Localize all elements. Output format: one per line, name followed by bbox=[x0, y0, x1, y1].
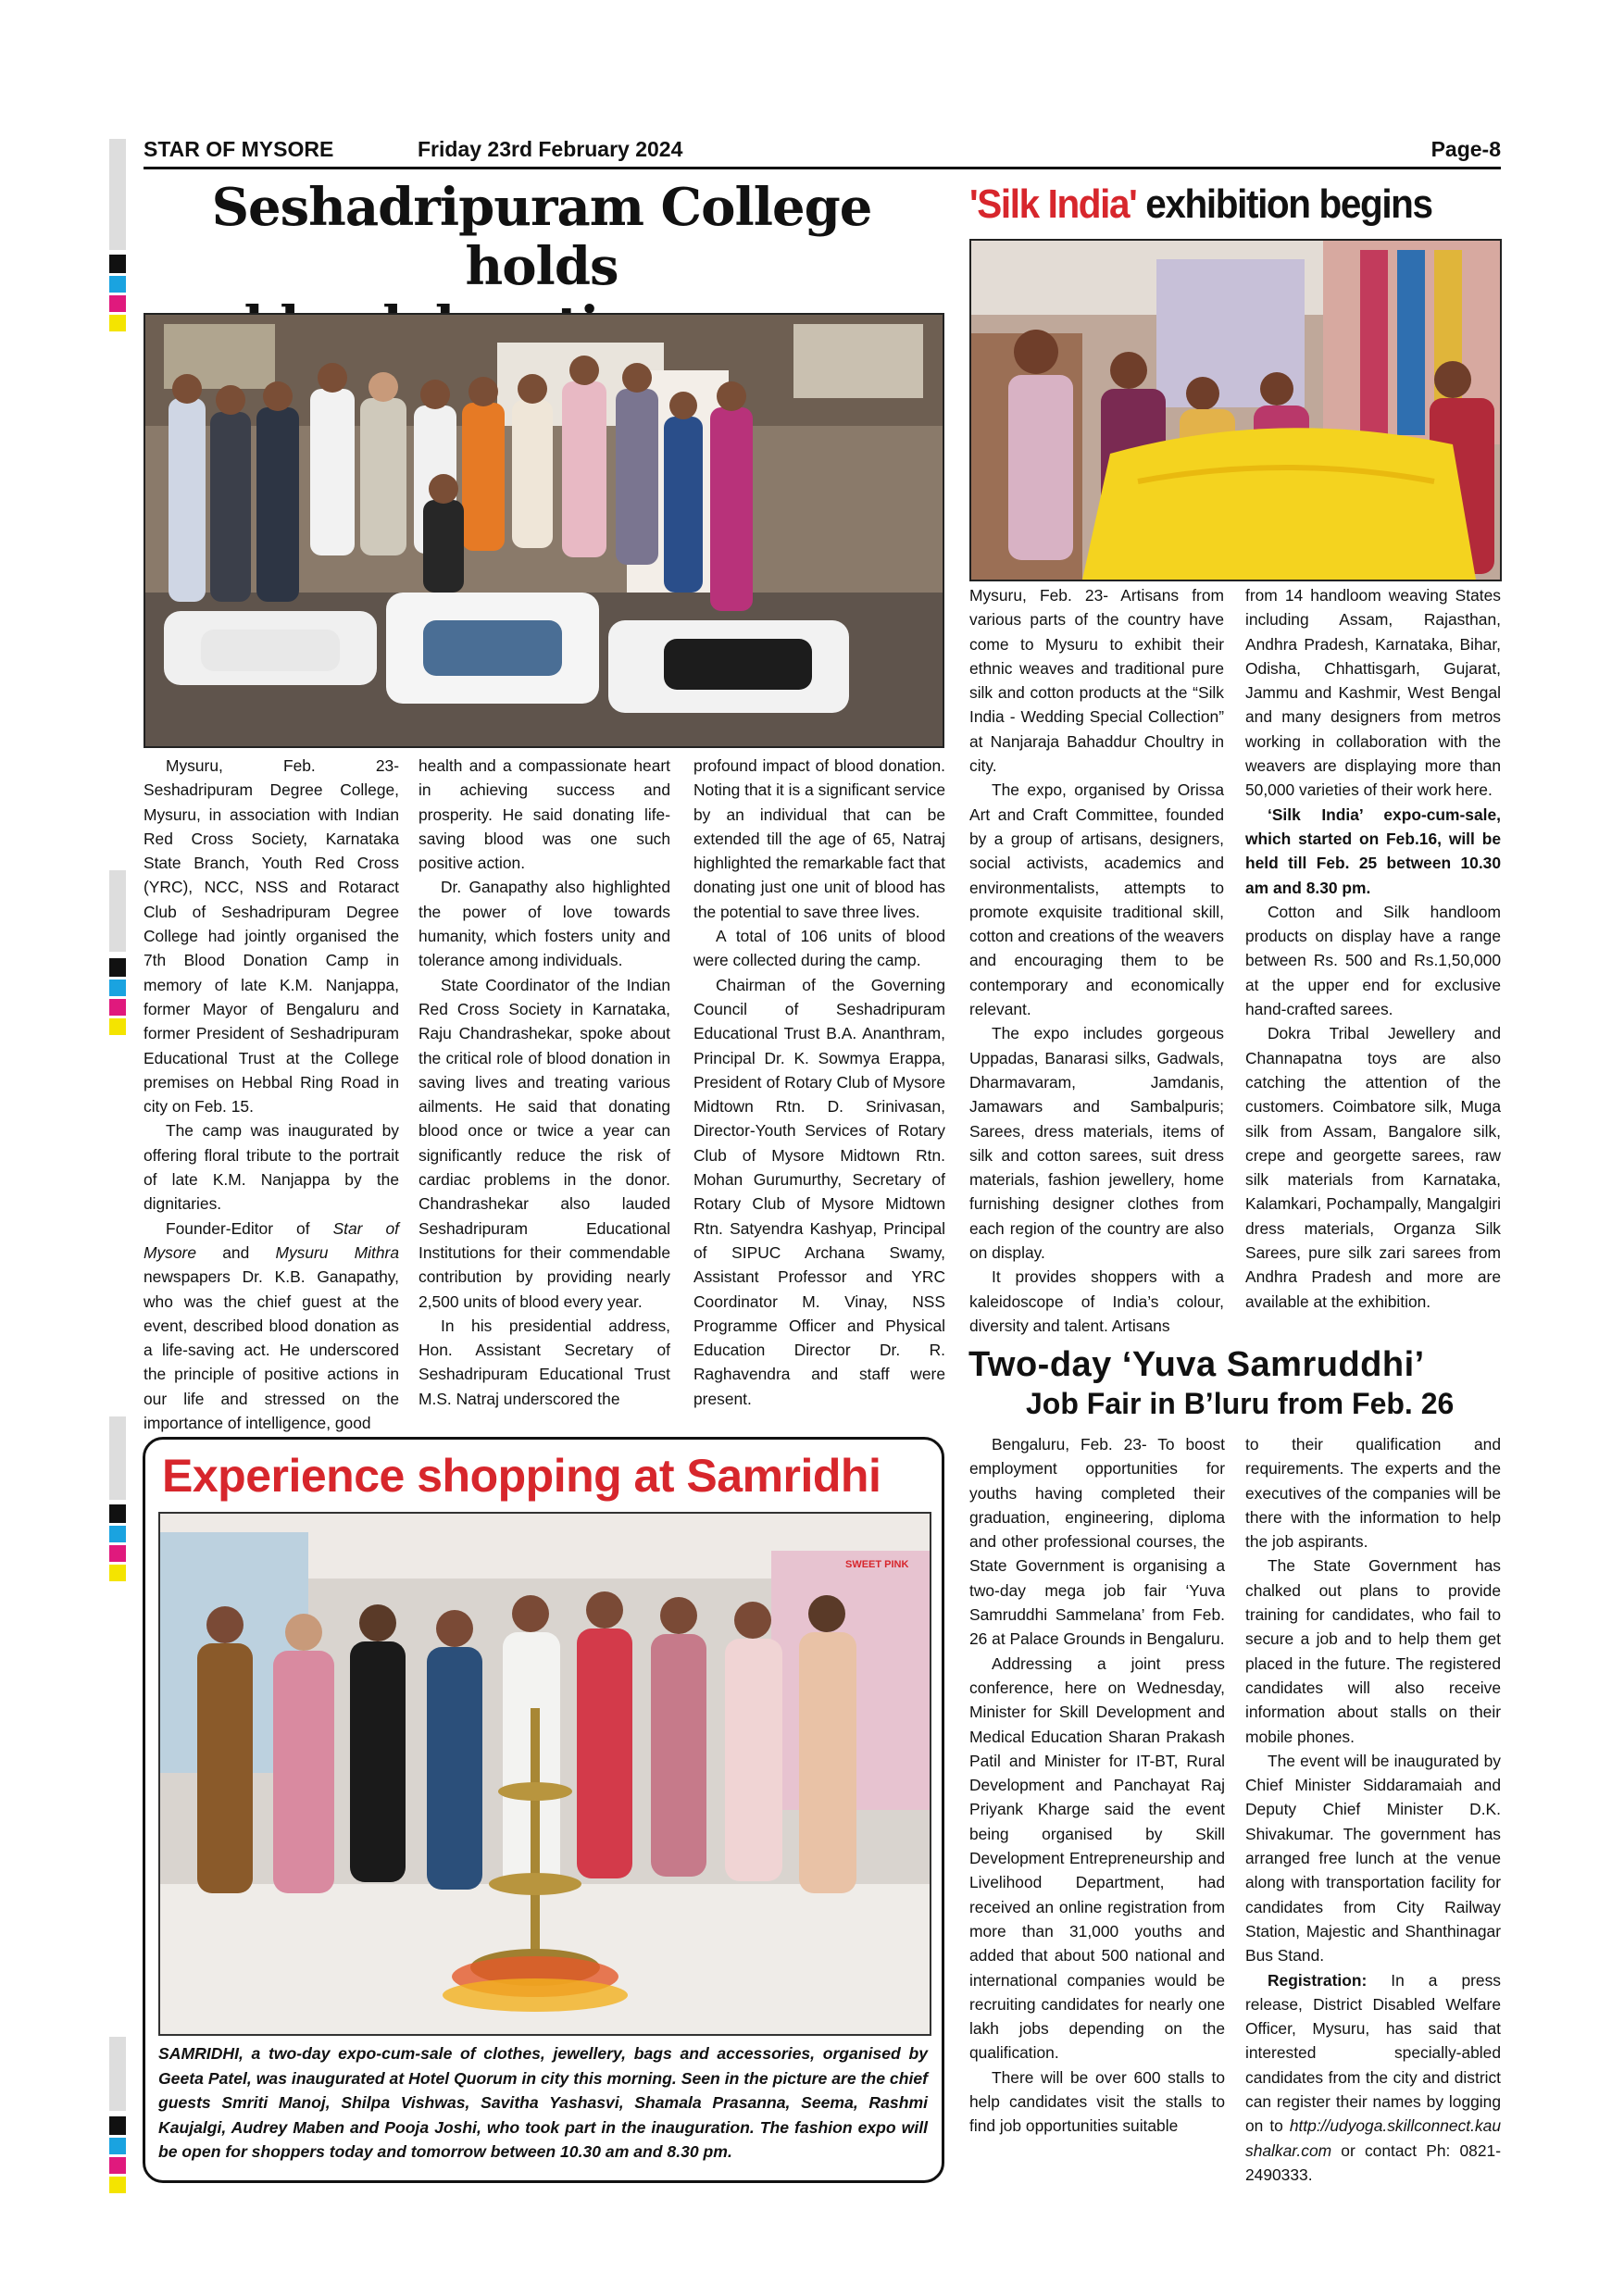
samridhi-ad-title: Experience shopping at Samridhi bbox=[162, 1450, 881, 1502]
article1-paragraph: Mysuru, Feb. 23- Seshadripuram Degree College, Mysuru, in association with Indian Red Cross Society, Karnataka State Branch, Youth Red Cross (YRC), NCC, NSS and Rotaract Club of Seshadripuram Degree College had jointly organised the 7th Blood Donation Camp in memory of late K.M. Nanjappa, former Mayor of Bengaluru and former President of Seshadripuram Educational Trust at the College premises on Hebbal Ring Road in city on Feb. 15. bbox=[144, 756, 399, 1117]
samridhi-ad-caption: SAMRIDHI, a two-day expo-cum-sale of clothes, jewellery, bags and accessories, organised by Geeta Patel, was inaugurated at Hotel Quorum in city this morning. Seen in the picture are the chief guests Smriti Manoj, Shilpa Vishwas, Savitha Yashasvi, Shamala Prasanna, Seema, Rashmi Kaujalgi, Audrey Maben and Pooja Joshi, who took part in the inauguration. The fashion expo will be open for shoppers today and tomorrow between 10.30 am and 8.30 pm. bbox=[158, 2044, 928, 2161]
article2-paragraph: from 14 handloom weaving States including Assam, Rajasthan, Andhra Pradesh, Karnataka, Bihar, Odisha, Chhattisgarh, Gujarat, Jammu and Kashmir, West Bengal and many designers from metros working in collaboration with the weavers are displaying more than 50,000 varieties of their work here. bbox=[1245, 586, 1501, 800]
article3-registration-paragraph: Registration: In a press release, District Disabled Welfare Officer, Mysuru, has said that interested specially-abled candidates from the city and district can register their names by logging on to http://udyoga.skillconnect.kaushalkar.com or contact Ph: 0821- 2490333. bbox=[1245, 1970, 1501, 2184]
article3-paragraph: Bengaluru, Feb. 23- To boost employment opportunities for youths having completed their graduation, engineering, diploma and other professional courses, the State Government is organising a two-day mega job fair ‘Yuva Samruddhi Sammelana’ from Feb. 26 at Palace Grounds in Bengaluru. bbox=[969, 1435, 1225, 1649]
article2-headline-black: exhibition begins bbox=[1136, 181, 1432, 227]
article2-headline-red: 'Silk India' bbox=[969, 181, 1137, 227]
stall-sign-text: SWEET PINK bbox=[845, 1559, 909, 1570]
article2-highlight-paragraph: ‘Silk India’ expo-cum-sale, which started on Feb.16, will be held till Feb. 25 between 10.30 am and 8.30 pm. bbox=[1245, 805, 1501, 897]
article3-paragraph: to their qualification and requirements. The experts and the executives of the companies will be there with the information to help the job aspirants. bbox=[1245, 1435, 1501, 1552]
article3-headline bbox=[968, 1344, 1505, 1422]
article2-paragraph: Mysuru, Feb. 23- Artisans from various parts of the country have come to Mysuru to exhibit their ethnic weaves and traditional pure silk and cotton products at the “Silk India - Wedding Special Collection” at Nanjaraja Bahaddur Choultry in city. bbox=[969, 586, 1224, 776]
article3-paragraph: The State Government has chalked out plans to provide training for candidates, who fail to secure a job and to help them get placed in the future. The registered candidates will also receive information about stalls on their mobile phones. bbox=[1245, 1556, 1501, 1746]
article2-column2 bbox=[1245, 583, 1501, 1314]
newspaper-name: STAR OF MYSORE bbox=[144, 137, 334, 161]
samridhi-ad-photo-illustration bbox=[160, 1514, 930, 2034]
article1-paragraph: State Coordinator of the Indian Red Cross Society in Karnataka, Raju Chandrashekar, spoke about the critical role of blood donation in saving lives and treating various ailments. He said that donating blood once or twice a year can significantly reduce the risk of cardiac problems in the donor. Chandrashekar also lauded Seshadripuram Educational Institutions for their commendable contribution by providing nearly 2,500 units of blood every year. bbox=[418, 975, 670, 1311]
article3-headline-line2: Job Fair in B’luru bbox=[1026, 1387, 1270, 1420]
article2-headline bbox=[969, 181, 1464, 228]
article2-paragraph: The expo includes gorgeous Uppadas, Banarasi silks, Gadwals, Dharmavaram, Jamdanis, Jamawars and Sambalpuris; Sarees, dress materials, items of silk and cotton sarees, suit dress materials, fashion jewellery, home furnishing designer clothes from each region of the country are also on display. bbox=[969, 1024, 1224, 1263]
article1-column3 bbox=[693, 754, 945, 1411]
article1-paragraph: A total of 106 units of blood were collected during the camp. bbox=[693, 927, 945, 970]
article1-column2 bbox=[418, 754, 670, 1411]
article1-paragraph: Dr. Ganapathy also highlighted the power of love towards humanity, which fosters unity and tolerance among individuals. bbox=[418, 878, 670, 970]
article1-paragraph: Chairman of the Governing Council of Seshadripuram Educational Trust B.A. Ananthram, Principal Dr. K. Sowmya Erappa, President of Rotary Club of Mysore Midtown Rtn. D. Srinivasan, Director-Youth Services of Rotary Club of Mysore Midtown Rtn. Mohan Gurumurthy, Secretary of Rotary Club of Mysore Midtown Rtn. Satyendra Kashyap, Principal of SIPUC Archana Swamy, Assistant Professor and YRC Coordinator M. Vinay, NSS Programme Officer and Physical Education Director Dr. R. Raghavendra and staff were present. bbox=[693, 975, 945, 1408]
article1-column1 bbox=[144, 754, 399, 1435]
article1-headline-line1: Seshadripuram College holds bbox=[211, 177, 872, 297]
blood-donation-photo bbox=[144, 313, 944, 748]
issue-date: Friday 23rd February 2024 bbox=[418, 137, 683, 161]
blood-donation-photo-illustration bbox=[145, 315, 943, 746]
article3-paragraph: The event will be inaugurated by Chief Minister Siddaramaiah and Deputy Chief Minister D.K. Shivakumar. The government has arranged free lunch at the venue along with transportation facility for candidates from City Railway Station, Majestic and Shanthinagar Bus Stand. bbox=[1245, 1751, 1501, 1965]
article1-paragraph: The camp was inaugurated by offering floral tribute to the portrait of late K.M. Nanjappa by the dignitaries. bbox=[144, 1121, 399, 1214]
page-header bbox=[144, 137, 1501, 169]
article2-paragraph: It provides shoppers with a kaleidoscope of India’s colour, diversity and talent. Artisans bbox=[969, 1267, 1224, 1335]
article2-column1 bbox=[969, 583, 1224, 1338]
article2-paragraph: Cotton and Silk handloom products on display have a range between Rs. 500 and Rs.1,50,000 at the upper end for exclusive hand-crafted sarees. bbox=[1245, 902, 1501, 1019]
page-number: Page-8 bbox=[1430, 137, 1501, 161]
article1-paragraph: health and a compassionate heart in achieving success and prosperity. He said donating life-saving blood was one such positive action. bbox=[418, 756, 670, 873]
article3-column2 bbox=[1245, 1432, 1501, 2187]
samridhi-ad-photo bbox=[158, 1512, 931, 2036]
article3-headline-line2-date: from Feb. 26 bbox=[1269, 1387, 1455, 1420]
article3-paragraph: Addressing a joint press conference, here on Wednesday, Minister for Skill Development and Medical Education Sharan Prakash Patil and Minister for IT-BT, Rural Development and Panchayat Raj Priyank Kharge said the event being organised by Skill Development Entrepreneurship and Livelihood Department, had received an online registration from more than 31,000 youths and added that about 500 national and international companies would be recruiting candidates for nearly one lakh jobs depending on the qualification. bbox=[969, 1653, 1225, 2063]
samridhi-ad-box bbox=[143, 1437, 944, 2183]
registration-link: http://udyoga.skillconnect.kaushalkar.com bbox=[1245, 2116, 1501, 2160]
article1-paragraph: profound impact of blood donation. Noting that it is a significant service by an individual that can be extended till the age of 65, Natraj highlighted the remarkable fact that donating just one unit of blood has the potential to save three lives. bbox=[693, 756, 945, 921]
article3-headline-line1: Two-day ‘Yuva Samruddhi’ bbox=[968, 1345, 1425, 1384]
silk-india-photo-illustration bbox=[971, 241, 1500, 580]
article2-paragraph: The expo, organised by Orissa Art and Craft Committee, founded by a group of artisans, designers, social activists, academics and environmentalists, attempts to promote exquisite traditional skill, cotton and creations of the weavers and encouraging them to be contemporary and economically relevant. bbox=[969, 780, 1224, 1019]
article2-paragraph: Dokra Tribal Jewellery and Channapatna toys are also catching the attention of the customers. Coimbatore silk, Muga silk from Assam, Bangalore silk, crepe and georgette sarees, raw silk materials from Karnataka, Kalamkari, Pochampally, Mangalgiri dress materials, Organza Silk Sarees, pure silk zari sarees from Andhra Pradesh and more are available at the exhibition. bbox=[1245, 1024, 1501, 1311]
silk-india-photo bbox=[969, 239, 1502, 581]
article1-paragraph: Founder-Editor of Star of Mysore and Mysuru Mithra newspapers Dr. K.B. Ganapathy, who was the chief guest at the event, described blood donation as a life-saving act. He underscored the principle of positive actions in our life and stressed on the importance of intelligence, good bbox=[144, 1218, 399, 1433]
article3-paragraph: There will be over 600 stalls to help candidates visit the stalls to find job opportunities suitable bbox=[969, 2067, 1225, 2136]
article1-paragraph: In his presidential address, Hon. Assistant Secretary of Seshadripuram Educational Trust M.S. Natraj underscored the bbox=[418, 1316, 670, 1408]
article3-column1 bbox=[969, 1432, 1225, 2139]
